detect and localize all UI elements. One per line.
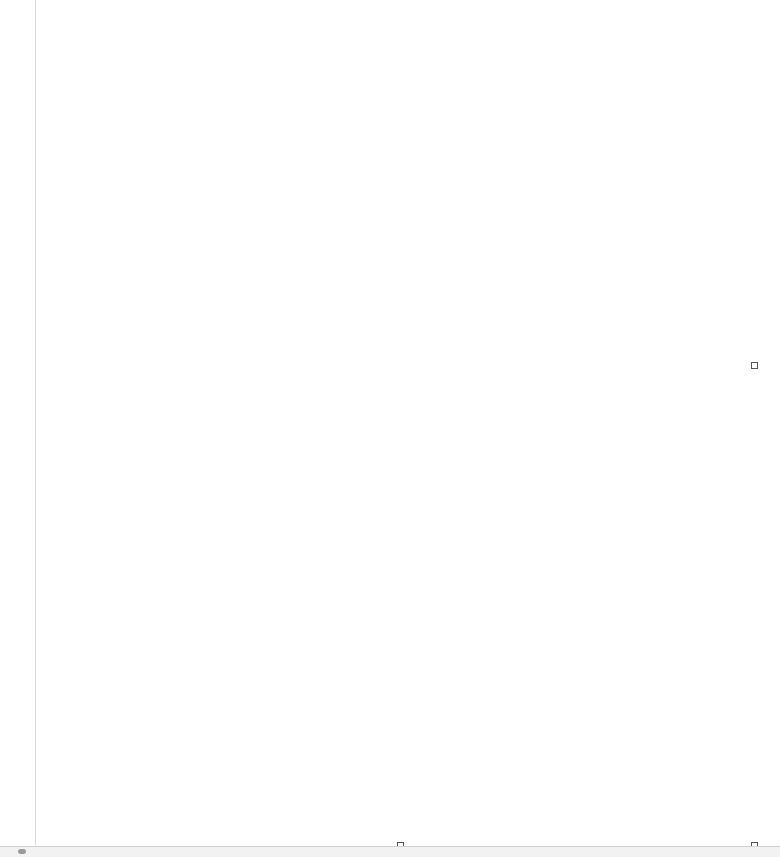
horizontal-scrollbar[interactable]: [0, 846, 780, 857]
row-number-column: [0, 0, 36, 845]
scroll-thumb-icon[interactable]: [18, 849, 26, 854]
table-resize-handle-right[interactable]: [751, 362, 758, 369]
